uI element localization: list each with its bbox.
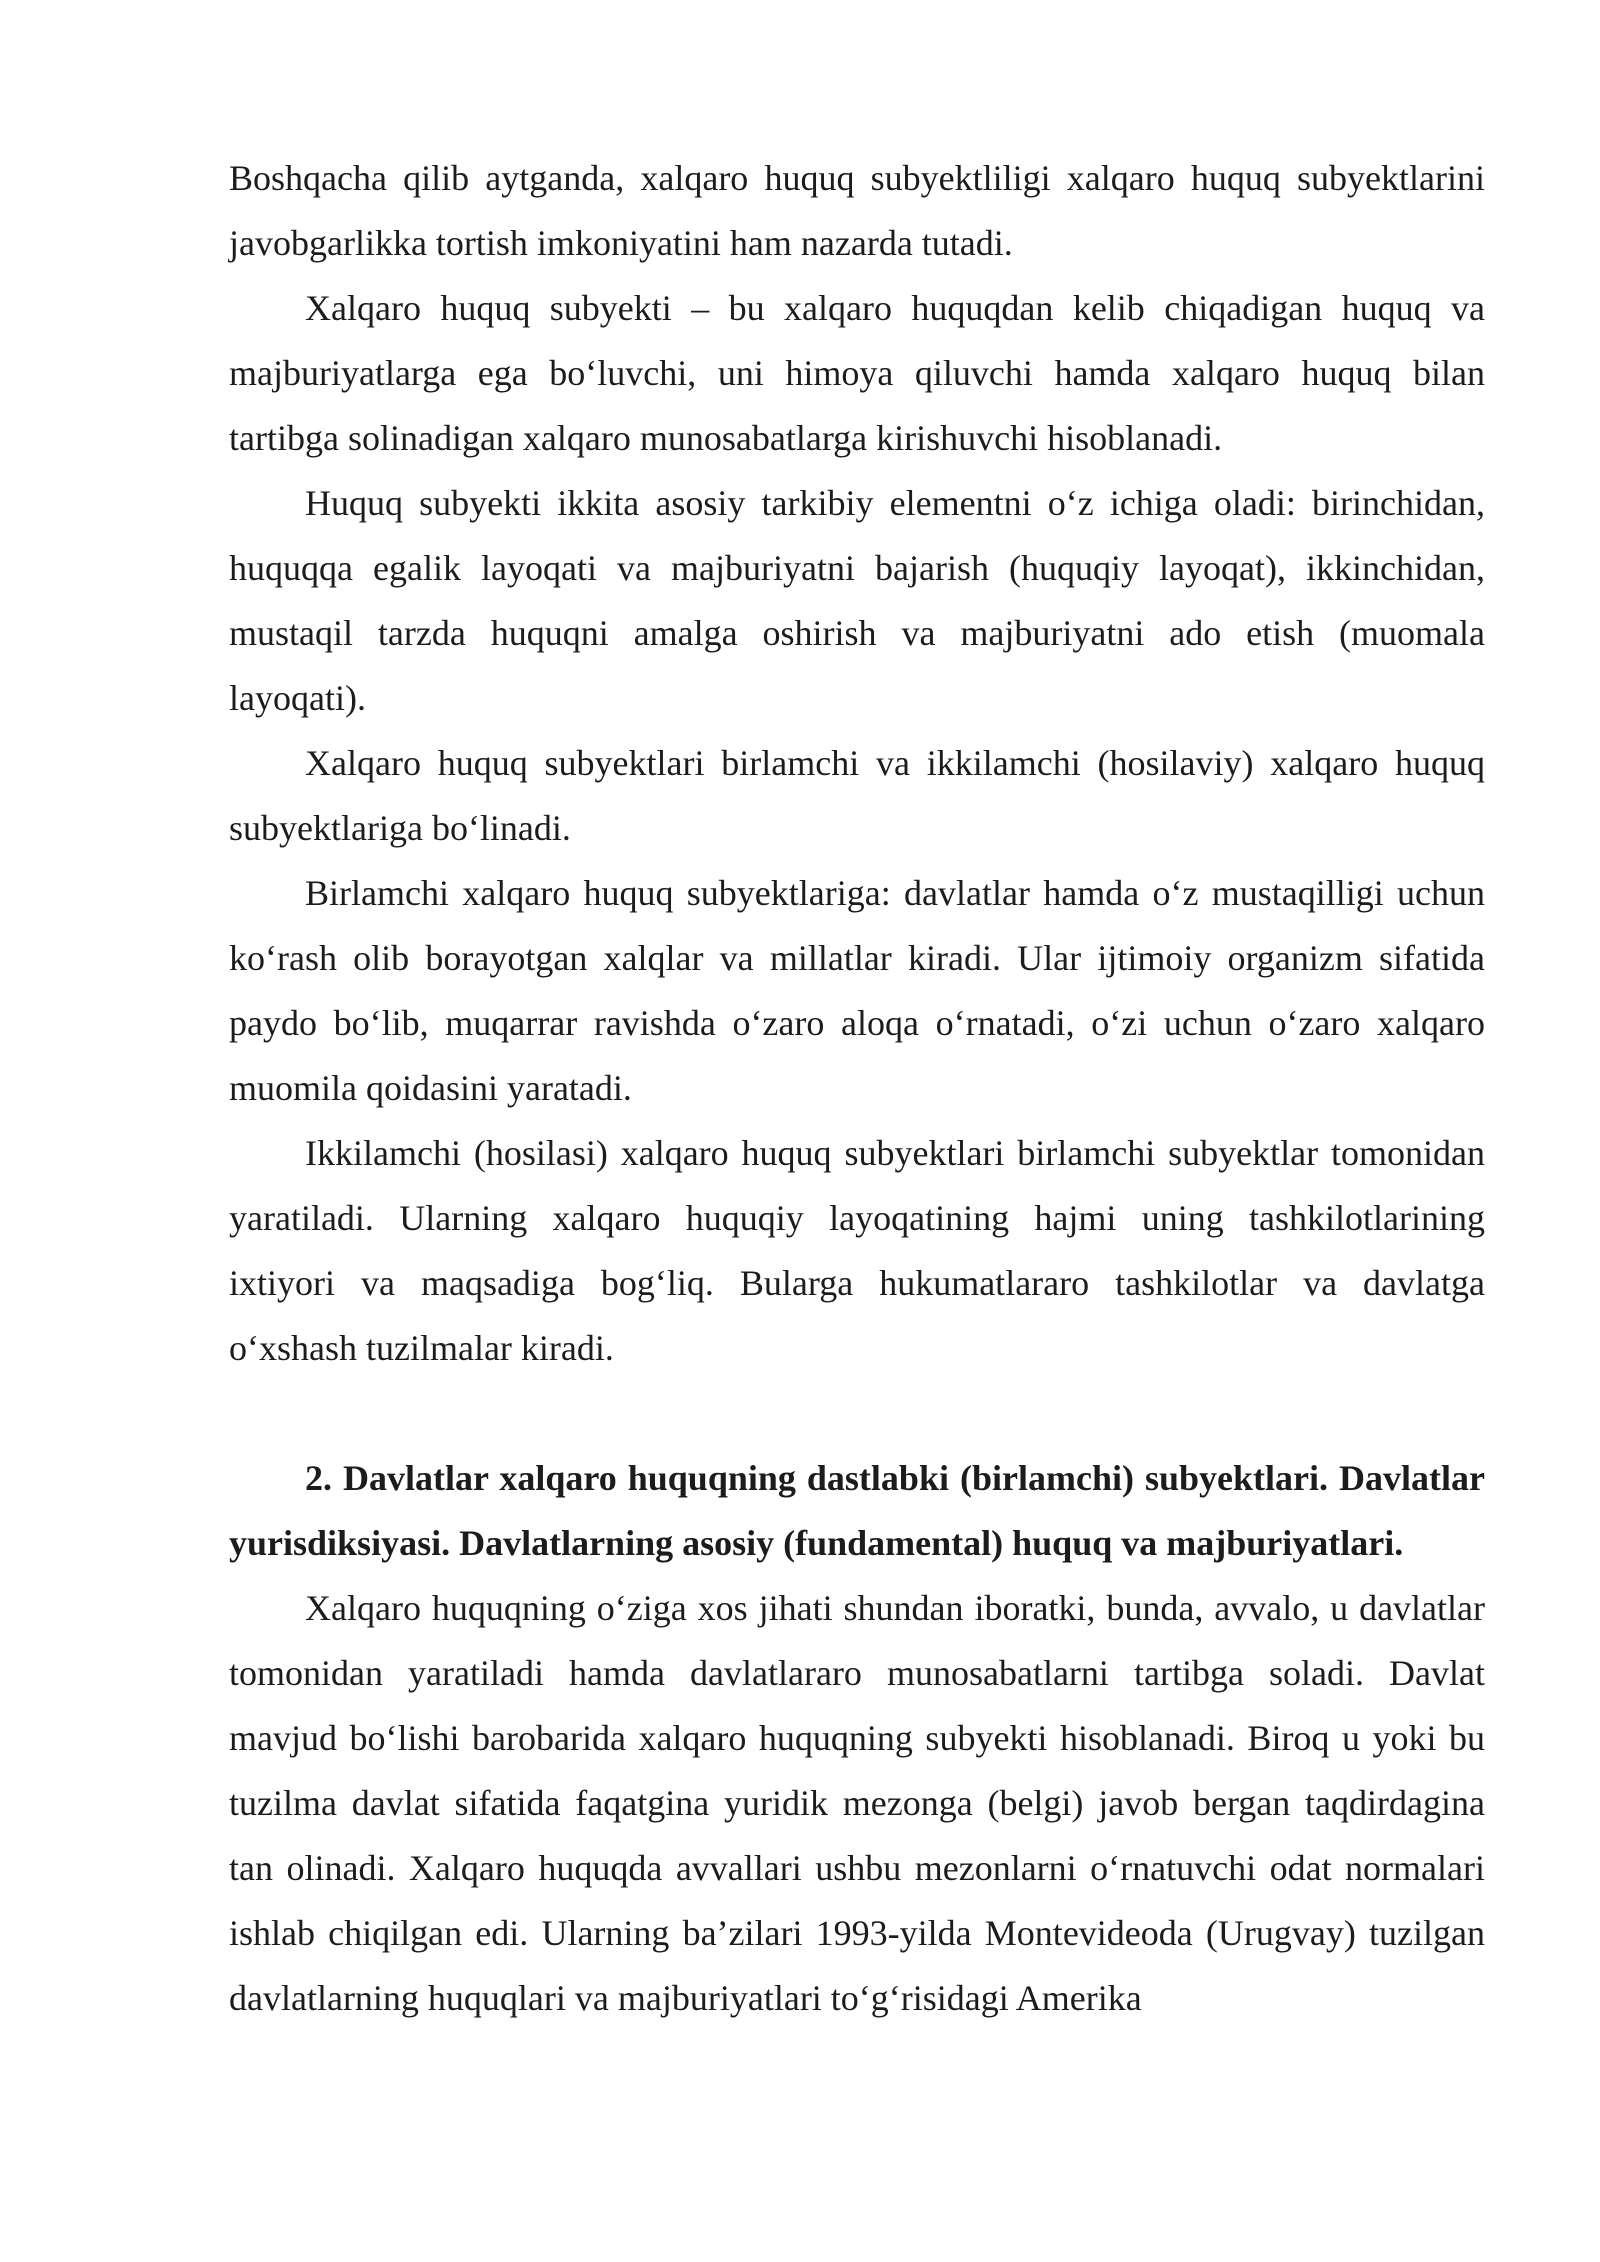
paragraph-subject-elements: Huquq subyekti ikkita asosiy tarkibiy elementni o‘z ichiga oladi: birinchidan, huquqqa egalik layoqati va majburiyatni bajarish (huquqiy layoqat), ikkinchidan, mustaqil tarzda huquqni amalga oshirish va majburiyatni ado etish (muomala layoqati). — [229, 483, 1485, 718]
paragraph-continuation: Boshqacha qilib aytganda, xalqaro huquq subyektliligi xalqaro huquq subyektlarini javobgarlikka tortish imkoniyatini ham nazarda tutadi. — [229, 158, 1485, 263]
section-heading: 2. Davlatlar xalqaro huquqning dastlabki (birlamchi) subyektlari. Davlatlar yurisdiksiyasi. Davlatlarning asosiy (fundamental) huquq va majburiyatlari. — [229, 1458, 1485, 1563]
document-page — [229, 146, 1485, 2031]
paragraph-subject-definition: Xalqaro huquq subyekti – bu xalqaro huquqdan kelib chiqadigan huquq va majburiyatlarga ega bo‘luvchi, uni himoya qiluvchi hamda xalqaro huquq bilan tartibga solinadigan xalqaro munosabatlarga kirishuvchi hisoblanadi. — [229, 288, 1485, 458]
paragraph-primary-subjects: Birlamchi xalqaro huquq subyektlariga: davlatlar hamda o‘z mustaqilligi uchun ko‘rash olib borayotgan xalqlar va millatlar kiradi. Ular ijtimoiy organizm sifatida paydo bo‘lib, muqarrar ravishda o‘zaro aloqa o‘rnatadi, o‘zi uchun o‘zaro xalqaro muomila qoidasini yaratadi. — [229, 873, 1485, 1108]
paragraph-subject-types: Xalqaro huquq subyektlari birlamchi va ikkilamchi (hosilaviy) xalqaro huquq subyektlariga bo‘linadi. — [229, 743, 1485, 848]
paragraph-secondary-subjects: Ikkilamchi (hosilasi) xalqaro huquq subyektlari birlamchi subyektlar tomonidan yaratiladi. Ularning xalqaro huquqiy layoqatining hajmi uning tashkilotlarining ixtiyori va maqsadiga bog‘liq. Bularga hukumatlararo tashkilotlar va davlatga o‘xshash tuzilmalar kiradi. — [229, 1133, 1485, 1368]
paragraph-section-body: Xalqaro huquqning o‘ziga xos jihati shundan iboratki, bunda, avvalo, u davlatlar tomonidan yaratiladi hamda davlatlararo munosabatlarni tartibga soladi. Davlat mavjud bo‘lishi barobarida xalqaro huquqning subyekti hisoblanadi. Biroq u yoki bu tuzilma davlat sifatida faqatgina yuridik mezonga (belgi) javob bergan taqdirdagina tan olinadi. Xalqaro huquqda avvallari ushbu mezonlarni o‘rnatuvchi odat normalari ishlab chiqilgan edi. Ularning ba’zilari 1993-yilda Montevideoda (Urugvay) tuzilgan davlatlarning huquqlari va majburiyatlari to‘g‘risidagi Amerika — [229, 1588, 1485, 2018]
